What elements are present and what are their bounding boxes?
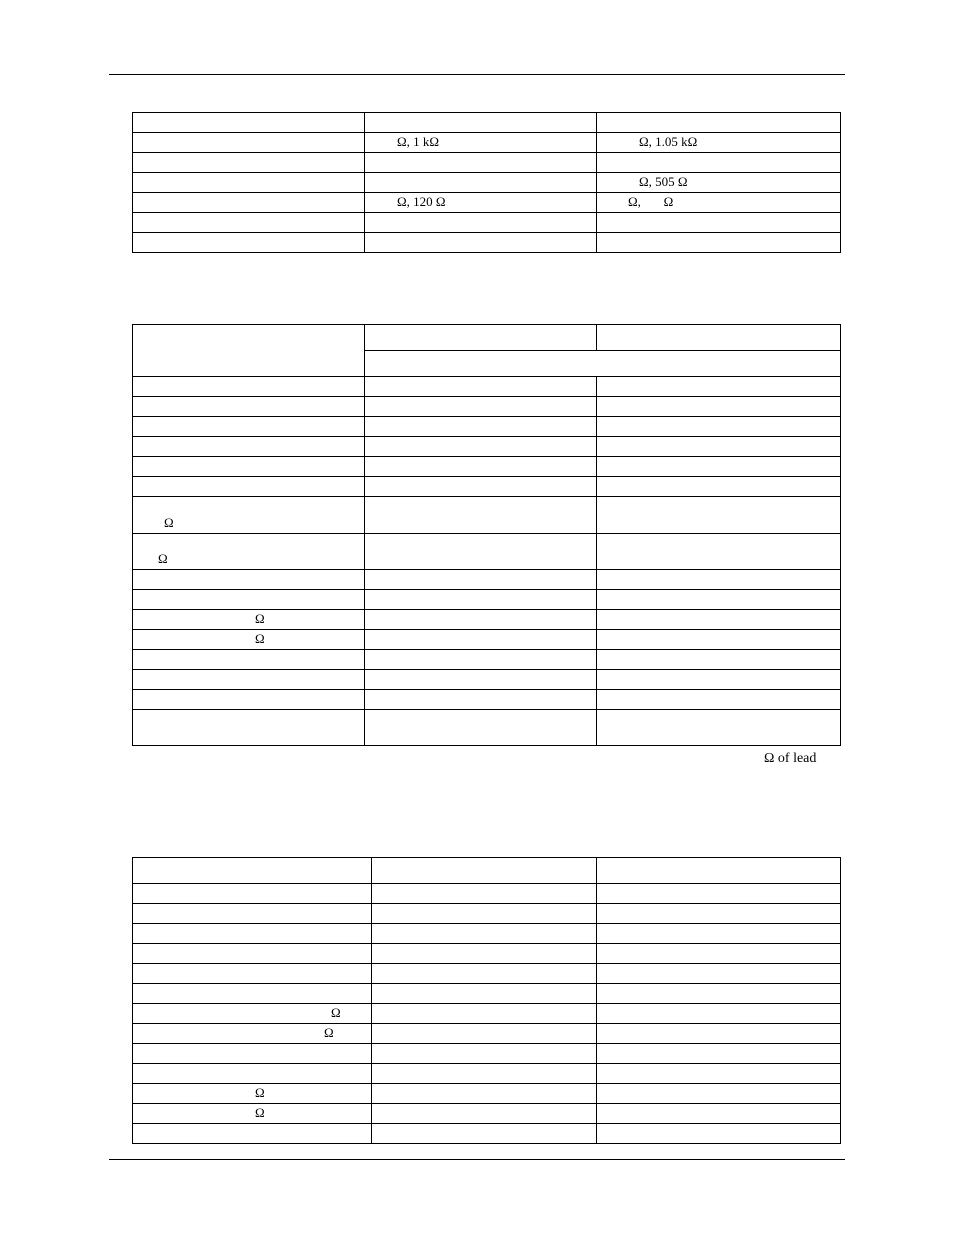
table-row	[133, 497, 841, 534]
table-cell	[133, 884, 372, 904]
table-header-cell	[133, 858, 372, 884]
table-cell	[372, 1004, 597, 1024]
table-cell: Ω	[133, 497, 365, 534]
table-row	[133, 1004, 841, 1024]
table-row	[133, 884, 841, 904]
table-cell	[597, 233, 841, 253]
table-cell	[133, 690, 365, 710]
table-row	[133, 1044, 841, 1064]
table-cell	[597, 1044, 841, 1064]
table-cell	[597, 213, 841, 233]
table-cell	[365, 670, 597, 690]
spec-table-3	[132, 857, 841, 1144]
table-cell	[597, 690, 841, 710]
header-rule	[109, 74, 845, 75]
table-cell: Ω, Ω	[597, 193, 841, 213]
table-cell	[365, 630, 597, 650]
table-cell	[597, 590, 841, 610]
table-row	[133, 133, 841, 153]
table-cell: Ω	[133, 610, 365, 630]
table-cell	[133, 377, 365, 397]
table-cell: Ω	[133, 534, 365, 570]
table-cell	[597, 650, 841, 670]
table-row	[133, 630, 841, 650]
table-cell	[597, 904, 841, 924]
table-row	[133, 924, 841, 944]
table-cell	[597, 477, 841, 497]
table-cell	[133, 213, 365, 233]
footnote: Ω of lead	[764, 751, 817, 766]
table-cell	[133, 984, 372, 1004]
table-cell	[597, 924, 841, 944]
table-cell	[133, 397, 365, 417]
table-header-row	[133, 858, 841, 884]
table-cell	[597, 437, 841, 457]
table-cell	[133, 173, 365, 193]
table-cell	[372, 1024, 597, 1044]
table-row	[133, 964, 841, 984]
table-cell	[133, 193, 365, 213]
table-cell	[365, 690, 597, 710]
table-cell	[133, 1064, 372, 1084]
table-cell	[365, 417, 597, 437]
table-row	[133, 377, 841, 397]
table-header-cell	[365, 325, 597, 351]
table-header-cell	[597, 858, 841, 884]
table-cell	[133, 650, 365, 670]
table-cell	[133, 133, 365, 153]
footer-rule	[109, 1159, 845, 1160]
table-cell	[133, 113, 365, 133]
table-cell: Ω, 1.05 kΩ	[597, 133, 841, 153]
table-cell	[133, 924, 372, 944]
table-header-cell	[372, 858, 597, 884]
table-cell	[365, 650, 597, 670]
table-cell: Ω, 1 kΩ	[365, 133, 597, 153]
table-cell	[365, 437, 597, 457]
table-cell	[133, 477, 365, 497]
table-cell	[597, 710, 841, 746]
table-cell	[372, 944, 597, 964]
table-cell	[597, 1104, 841, 1124]
table-cell	[133, 590, 365, 610]
table-cell	[597, 984, 841, 1004]
table-cell	[365, 710, 597, 746]
table-cell	[597, 570, 841, 590]
table-cell	[365, 457, 597, 477]
table-cell	[597, 417, 841, 437]
table-cell	[365, 610, 597, 630]
table-row	[133, 670, 841, 690]
table-cell	[365, 113, 597, 133]
table-cell	[597, 1024, 841, 1044]
table-row	[133, 1084, 841, 1104]
table-cell	[133, 1124, 372, 1144]
table-cell	[372, 1104, 597, 1124]
table-cell	[372, 904, 597, 924]
table-cell	[597, 944, 841, 964]
table-cell	[597, 670, 841, 690]
table-row	[133, 984, 841, 1004]
table-row	[133, 570, 841, 590]
table-row	[133, 1124, 841, 1144]
table-cell	[365, 377, 597, 397]
table-cell: Ω	[133, 1024, 372, 1044]
table-cell: Ω	[133, 1004, 372, 1024]
table-cell	[365, 534, 597, 570]
spec-table-2	[132, 324, 841, 746]
table-row	[133, 437, 841, 457]
table-row	[133, 193, 841, 213]
table-cell	[133, 1044, 372, 1064]
table-cell	[365, 497, 597, 534]
table-row	[133, 690, 841, 710]
table-cell	[365, 153, 597, 173]
table-cell	[365, 213, 597, 233]
table-row	[133, 904, 841, 924]
table-cell	[597, 377, 841, 397]
table-row	[133, 534, 841, 570]
table-cell	[597, 113, 841, 133]
table-row	[133, 477, 841, 497]
table-cell	[372, 984, 597, 1004]
table-row	[133, 610, 841, 630]
table-cell	[365, 590, 597, 610]
table-cell	[597, 534, 841, 570]
table-cell	[597, 153, 841, 173]
table-cell	[365, 570, 597, 590]
table-row	[133, 113, 841, 133]
table-cell	[597, 1084, 841, 1104]
table-cell	[597, 630, 841, 650]
table-cell	[597, 610, 841, 630]
table-row	[133, 710, 841, 746]
table-cell: Ω	[133, 1104, 372, 1124]
table-cell	[597, 1124, 841, 1144]
table-cell: Ω	[133, 630, 365, 650]
table-cell	[133, 233, 365, 253]
table-cell	[133, 904, 372, 924]
table-row	[133, 173, 841, 193]
table-cell	[133, 457, 365, 477]
table-header-cell	[133, 325, 365, 377]
table-row	[133, 1064, 841, 1084]
table-cell: Ω, 120 Ω	[365, 193, 597, 213]
table-row	[133, 397, 841, 417]
table-row	[133, 1024, 841, 1044]
table-cell	[372, 964, 597, 984]
table-row	[133, 650, 841, 670]
table-row	[133, 233, 841, 253]
table-cell	[372, 924, 597, 944]
table-cell	[133, 710, 365, 746]
table-row	[133, 153, 841, 173]
table-row	[133, 213, 841, 233]
table-cell	[133, 570, 365, 590]
table-cell	[133, 417, 365, 437]
table-cell: Ω, 505 Ω	[597, 173, 841, 193]
table-cell	[597, 1064, 841, 1084]
table-cell	[597, 397, 841, 417]
table-cell	[133, 944, 372, 964]
table-row	[133, 1104, 841, 1124]
table-cell	[133, 964, 372, 984]
table-cell	[365, 397, 597, 417]
table-cell	[372, 1124, 597, 1144]
table-cell	[372, 884, 597, 904]
table-header-cell	[597, 325, 841, 351]
table-cell	[365, 477, 597, 497]
table-cell	[365, 173, 597, 193]
table-cell	[133, 670, 365, 690]
table-row	[133, 590, 841, 610]
table-header-cell	[365, 351, 841, 377]
table-cell	[365, 233, 597, 253]
table-cell: Ω	[133, 1084, 372, 1104]
table-cell	[597, 884, 841, 904]
table-cell	[372, 1064, 597, 1084]
table-row	[133, 417, 841, 437]
table-cell	[597, 457, 841, 477]
table-cell	[597, 964, 841, 984]
table-row	[133, 457, 841, 477]
table-cell	[597, 1004, 841, 1024]
table-header-row	[133, 325, 841, 351]
table-cell	[133, 437, 365, 457]
table-cell	[372, 1084, 597, 1104]
table-cell	[372, 1044, 597, 1064]
table-cell	[133, 153, 365, 173]
table-cell	[597, 497, 841, 534]
table-row	[133, 944, 841, 964]
spec-table-1	[132, 112, 841, 253]
